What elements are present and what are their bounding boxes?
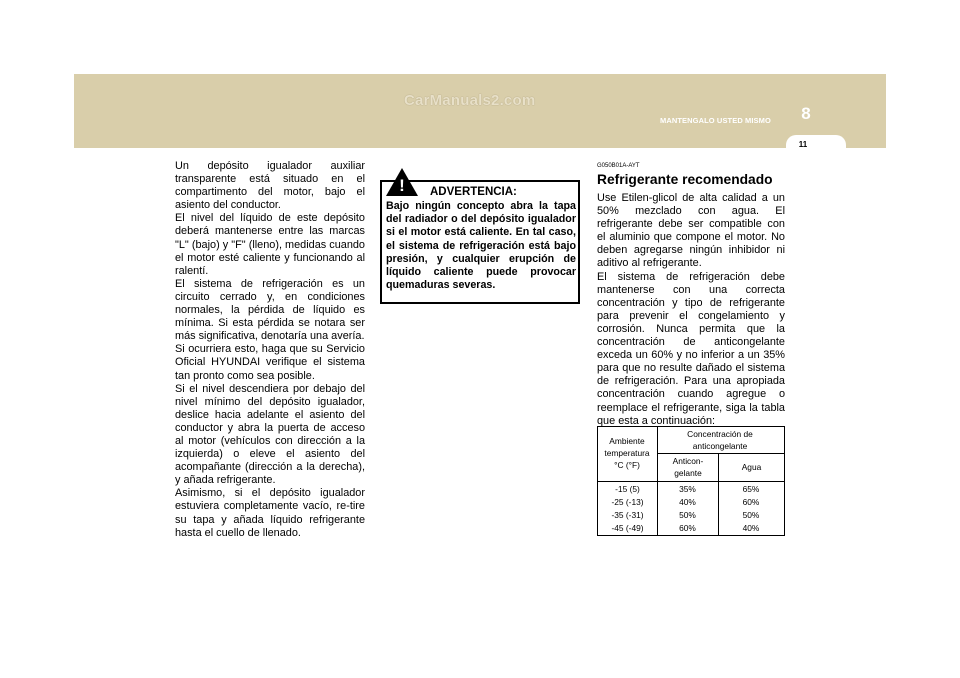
page-number: 11 (798, 140, 808, 149)
page-header (0, 0, 960, 148)
site-logo[interactable]: CarManuals2.com (404, 92, 536, 109)
table-row-1-antifreeze: 35% (679, 484, 696, 494)
table-header-antifreeze: Anticon-gelante (672, 456, 704, 478)
table-row-3-temp: -35 (-31) (611, 510, 644, 520)
warning-title: ADVERTENCIA: (430, 186, 517, 198)
left-column-text: Un depósito igualador auxiliar transparente está situado en el compartimento del motor, bajo el asiento del conductor. El nivel del líquido de este depósito deberá mantenerse entre las marcas "L" (bajo) y "F" (lleno), medidas cuando el motor esté caliente y funcionando al ralentí. El sistema de refrigeración es un circuito cerrado y, en condiciones normales, la pérdida de líquido es mínima. Si esta pérdida se notara ser más significativa, denotaría una avería. Si ocurriera esto, haga que su Servicio Oficial HYUNDAI verifique el sistema tan pronto como sea posible. Si el nivel descendiera por debajo del nivel mínimo del depósito igualador, deslice hacia adelante el asiento del conductor y abra la puerta de acceso al motor (vehículos con dirección a la izquierda) o eleve el asiento del acompañante (dirección a la derecha), y añada refrigerante. Asimismo, si el depósito igualador estuviera completamente vacío, re-tire su tapa y añada líquido refrigerante hasta el cuello de llenado. (175, 160, 365, 539)
table-row-2-water: 60% (742, 497, 760, 507)
table-row-3-antifreeze: 50% (679, 510, 696, 520)
table-row-2-temp: -25 (-13) (611, 497, 644, 507)
table-row-1-water: 65% (742, 484, 760, 494)
section-code: G050B01A-AYT (597, 163, 640, 169)
section-title: MANTENGALO USTED MISMO (660, 116, 771, 125)
header-band (74, 74, 886, 148)
table-row-3-water: 50% (742, 510, 760, 520)
right-column (597, 162, 785, 428)
chapter-number: 8 (801, 104, 811, 123)
table-row-4-antifreeze: 60% (679, 523, 696, 533)
section-body: Use Etilen-glicol de alta calidad a un 50% mezclado con agua. El refrigerante debe ser compatible con el aluminio que compone el motor. No deben agregarse ningún inhibidor ni aditivo al refrigerante. El sistema de refrigeración debe mantenerse con una correcta concentración y tipo de refrigerante para prevenir el congelamiento y corrosión. Nunca permita que la concentración de anticongelante exceda un 60% y no inferior a un 35% para que no resulte dañado el sistema de refrigeración. Para una apropiada concentración cuando agregue o reemplace el refrigerante, siga la tabla que esta a continuación: (597, 192, 785, 427)
table-row-1-temp: -15 (5) (615, 484, 640, 494)
left-column (175, 160, 365, 540)
warning-body: Bajo ningún concepto abra la tapa del radiador o del depósito igualador si el motor está caliente. En tal caso, el sistema de refrigeración está bajo presión, y cualquier erupción de líquido caliente puede provocar quemaduras severas. (386, 200, 576, 292)
table-header-water: Agua (741, 462, 762, 472)
table-header-ambient: Ambiente temperatura °C (°F) (604, 436, 650, 470)
table-header-concentration: Concentración de anticongelante (687, 429, 753, 451)
table-row-4-temp: -45 (-49) (611, 523, 644, 533)
table-row-4-water: 40% (742, 523, 760, 533)
table-row-2-antifreeze: 40% (679, 497, 696, 507)
warning-exclamation-mark: ! (399, 176, 405, 195)
coolant-table (597, 426, 785, 536)
section-heading: Refrigerante recomendado (597, 172, 773, 187)
